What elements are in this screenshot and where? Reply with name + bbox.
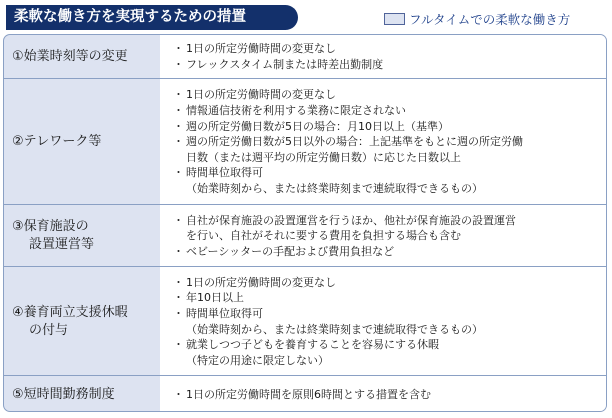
row-label — [4, 35, 160, 78]
row-content — [160, 267, 606, 376]
list-item-continuation: を行い、自社がそれに要する費用を負担する場合も含む — [186, 229, 461, 243]
list-item: ・ ベビーシッターの手配および費用負担など — [176, 244, 602, 260]
row-label-line: ②テレワーク等 — [12, 134, 102, 149]
list-item: ・ 年10日以上 — [176, 290, 602, 306]
row-label-line: ③保育施設の — [12, 219, 89, 234]
list-item: ・ 1日の所定労働時間の変更なし — [176, 275, 602, 291]
list-item: ・ 情報通信技術を利用する業務に限定されない — [176, 103, 602, 119]
list-item: ・ 時間単位取得可 — [176, 306, 602, 322]
table-row — [4, 266, 606, 376]
table-row — [4, 35, 606, 78]
list-item: ・ 週の所定労働日数が5日の場合：月10日以上（基準） — [176, 119, 602, 135]
row-label-line: の付与 — [29, 322, 69, 338]
legend-swatch — [384, 13, 405, 25]
row-content — [160, 79, 606, 205]
list-item-continuation: （始業時刻から、または終業時刻まで連続取得できるもの） — [186, 322, 483, 336]
list-item: ・ 時間単位取得可 — [176, 165, 602, 181]
row-label — [4, 79, 160, 205]
list-item-continuation: （特定の用途に限定しない） — [186, 353, 329, 367]
page-title: 柔軟な働き方を実現するための措置 — [6, 5, 298, 30]
row-label-line: ④養育両立支援休暇 — [12, 304, 128, 320]
list-item-continuation: （始業時刻から、または終業時刻まで連続取得できるもの） — [186, 181, 483, 195]
legend — [384, 11, 570, 27]
measures-table — [3, 34, 607, 412]
row-label-line: ⑤短時間勤務制度 — [12, 387, 115, 402]
table-row — [4, 204, 606, 267]
list-item: ・ 1日の所定労働時間の変更なし — [176, 41, 602, 57]
row-content — [160, 205, 606, 267]
row-label-line: ①始業時刻等の変更 — [12, 48, 128, 64]
list-item: ・ 自社が保育施設の設置運営を行うほか、他社が保育施設の設置運営 — [176, 213, 602, 229]
row-label — [4, 205, 160, 267]
list-item: ・ 週の所定労働日数が5日以外の場合：上記基準をもとに週の所定労働 — [176, 134, 602, 150]
row-label — [4, 376, 160, 412]
legend-label: フルタイムでの柔軟な働き方 — [409, 12, 571, 27]
row-label — [4, 267, 160, 376]
list-item: ・ 1日の所定労働時間を原則6時間とする措置を含む — [176, 387, 602, 403]
row-content — [160, 35, 606, 78]
list-item: ・ 1日の所定労働時間の変更なし — [176, 87, 602, 103]
list-item-continuation: 日数（または週平均の所定労働日数）に応じた日数以上 — [186, 150, 461, 164]
row-content — [160, 376, 606, 412]
table-row — [4, 78, 606, 205]
table-row — [4, 375, 606, 412]
list-item: ・ フレックスタイム制または時差出勤制度 — [176, 57, 602, 73]
row-label-line: 設置運営等 — [29, 237, 95, 252]
list-item: ・ 就業しつつ子どもを養育することを容易にする休暇 — [176, 337, 602, 353]
